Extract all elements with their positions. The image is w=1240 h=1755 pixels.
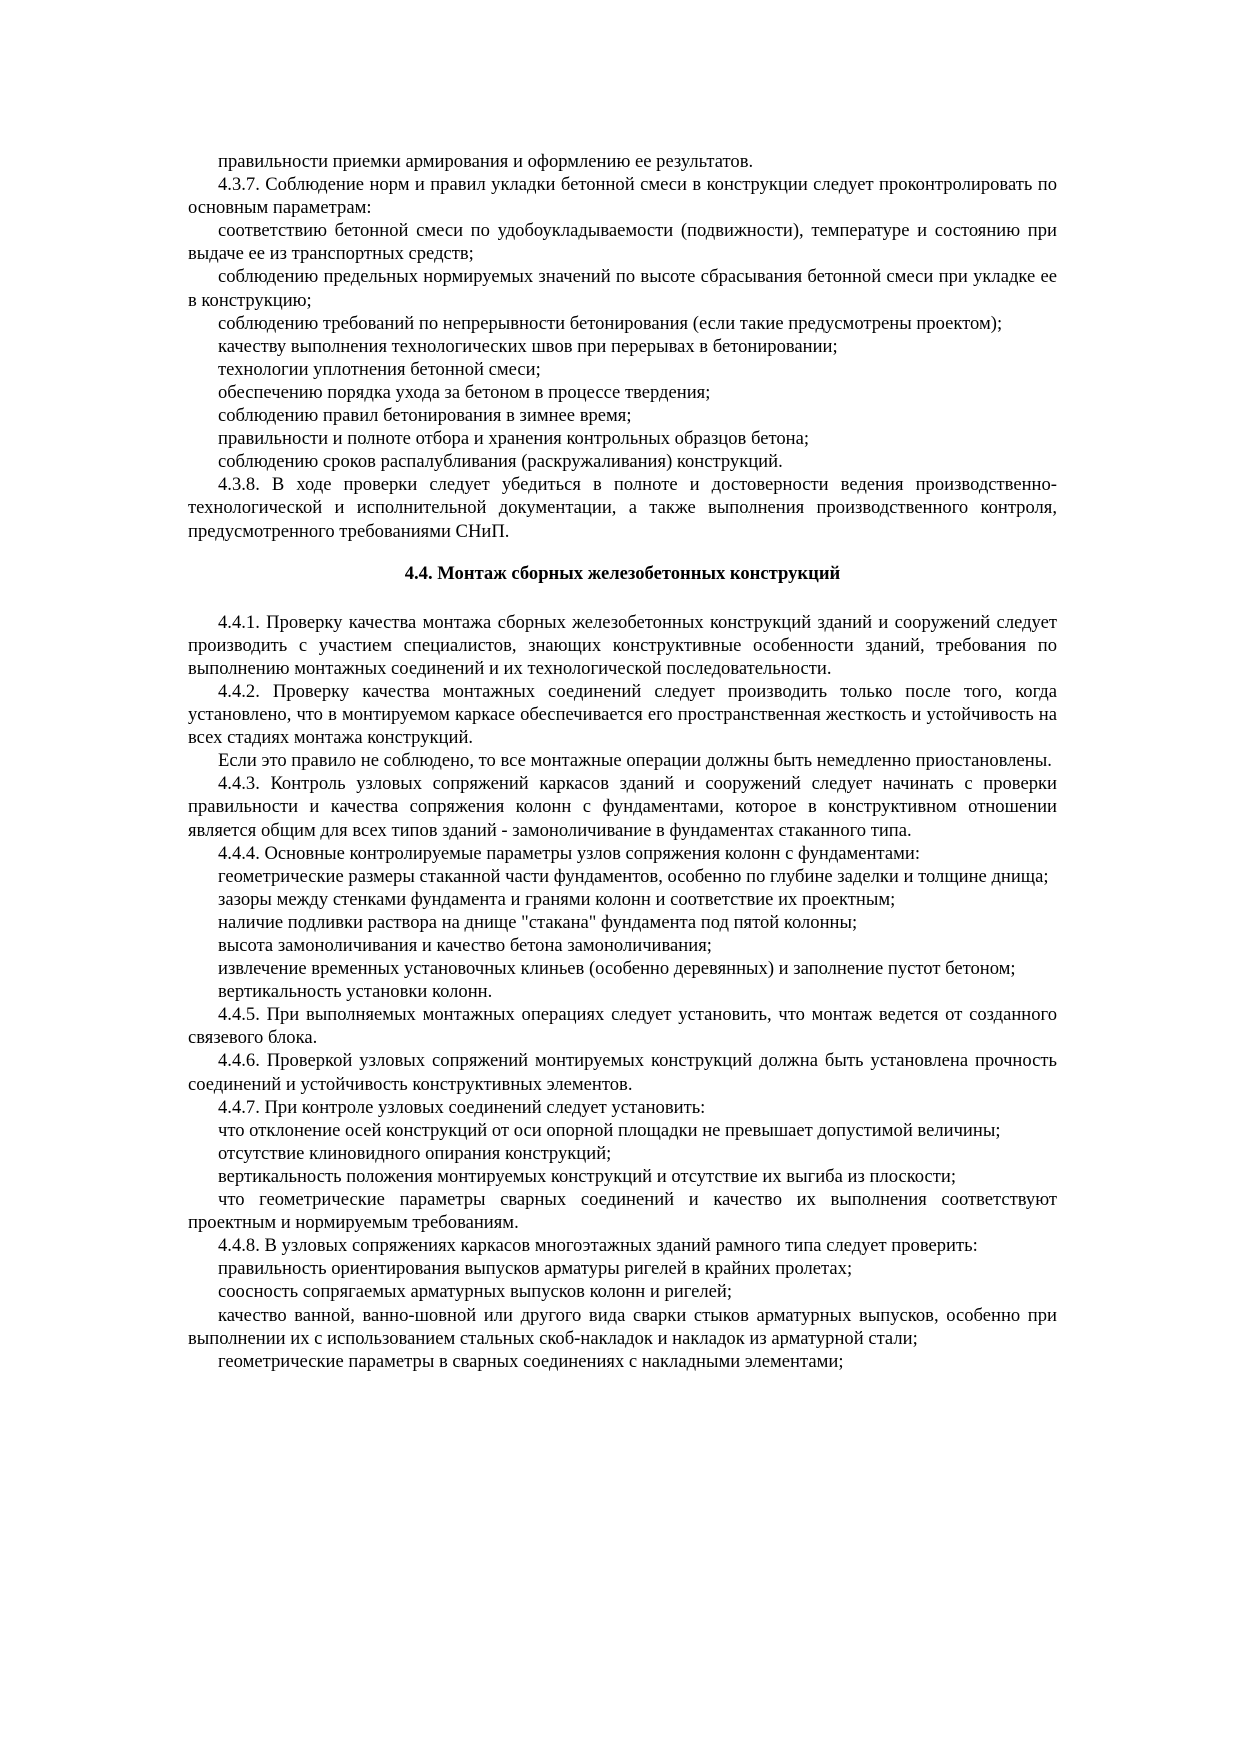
paragraph: 4.4.4. Основные контролируемые параметры узлов сопряжения колонн с фундаментами: bbox=[218, 842, 921, 864]
paragraph: 4.4.7. При контроле узловых соединений следует установить: bbox=[218, 1096, 706, 1118]
paragraph: соблюдению правил бетонирования в зимнее время; bbox=[218, 405, 632, 427]
paragraph: соосность сопрягаемых арматурных выпусков колонн и ригелей; bbox=[218, 1281, 732, 1303]
paragraph: 4.3.7. Соблюдение норм и правил укладки бетонной смеси в конструкции следует проконтролировать по основным параметрам: bbox=[188, 174, 1057, 219]
section-4-3-continuation bbox=[188, 150, 1057, 543]
paragraph: 4.3.8. В ходе проверки следует убедиться в полноте и достоверности ведения производственно-технологической и исполнительной документации, а также выполнения производственного контроля, предусмотренного требованиями СНиП. bbox=[188, 474, 1057, 542]
paragraph: наличие подливки раствора на днище "стакана" фундамента под пятой колонны; bbox=[218, 911, 858, 933]
paragraph: что отклонение осей конструкций от оси опорной площадки не превышает допустимой величины; bbox=[218, 1119, 1001, 1141]
paragraph: качество ванной, ванно-шовной или другого вида сварки стыков арматурных выпусков, особенно при выполнении их с использованием стальных скоб-накладок и накладок из арматурной стали; bbox=[188, 1304, 1057, 1349]
paragraph: зазоры между стенками фундамента и гранями колонн и соответствие их проектным; bbox=[218, 888, 896, 910]
section-4-4 bbox=[188, 611, 1057, 1373]
paragraph: 4.4.3. Контроль узловых сопряжений каркасов зданий и сооружений следует начинать с проверки правильности и качества сопряжения колонн с фундаментами, которое в конструктивном отношении является общим для всех типов зданий - замоноличивание в фундаментах стаканного типа. bbox=[188, 773, 1057, 841]
paragraph: соблюдению предельных нормируемых значений по высоте сбрасывания бетонной смеси при укладке ее в конструкцию; bbox=[188, 266, 1057, 311]
paragraph: качеству выполнения технологических швов при перерывах в бетонировании; bbox=[218, 335, 838, 357]
document-page bbox=[188, 150, 1057, 1373]
paragraph: что геометрические параметры сварных соединений и качество их выполнения соответствуют проектным и нормируемым требованиям. bbox=[188, 1189, 1057, 1234]
paragraph: вертикальность установки колонн. bbox=[218, 981, 493, 1003]
paragraph: технологии уплотнения бетонной смеси; bbox=[218, 358, 541, 380]
paragraph: правильность ориентирования выпусков арматуры ригелей в крайних пролетах; bbox=[218, 1258, 853, 1280]
paragraph: соблюдению требований по непрерывности бетонирования (если такие предусмотрены проектом); bbox=[218, 312, 1003, 334]
paragraph: соблюдению сроков распалубливания (раскружаливания) конструкций. bbox=[218, 451, 783, 473]
paragraph: правильности приемки армирования и оформлению ее результатов. bbox=[218, 151, 754, 172]
paragraph: 4.4.5. При выполняемых монтажных операциях следует установить, что монтаж ведется от созданного связевого блока. bbox=[188, 1004, 1057, 1049]
paragraph: 4.4.8. В узловых сопряжениях каркасов многоэтажных зданий рамного типа следует проверить: bbox=[218, 1235, 978, 1257]
paragraph: 4.4.1. Проверку качества монтажа сборных железобетонных конструкций зданий и сооружений следует производить с участием специалистов, знающих конструктивные особенности зданий, требования по выполнению монтажных соединений и их технологической последовательности. bbox=[188, 611, 1057, 679]
paragraph: геометрические размеры стаканной части фундаментов, особенно по глубине заделки и толщине днища; bbox=[218, 865, 1049, 887]
paragraph: правильности и полноте отбора и хранения контрольных образцов бетона; bbox=[218, 428, 809, 450]
section-heading: 4.4. Монтаж сборных железобетонных конструкций bbox=[404, 562, 841, 584]
paragraph: геометрические параметры в сварных соединениях с накладными элементами; bbox=[218, 1350, 844, 1372]
paragraph: отсутствие клиновидного опирания конструкций; bbox=[218, 1142, 612, 1164]
paragraph: вертикальность положения монтируемых конструкций и отсутствие их выгиба из плоскости; bbox=[218, 1165, 957, 1187]
paragraph: Если это правило не соблюдено, то все монтажные операции должны быть немедленно приостановлены. bbox=[218, 750, 1052, 772]
paragraph: высота замоноличивания и качество бетона замоноличивания; bbox=[218, 935, 712, 956]
paragraph: извлечение временных установочных клиньев (особенно деревянных) и заполнение пустот бетоном; bbox=[218, 958, 1016, 980]
paragraph: обеспечению порядка ухода за бетоном в процессе твердения; bbox=[218, 381, 711, 403]
paragraph: соответствию бетонной смеси по удобоукладываемости (подвижности), температуре и состоянию при выдаче ее из транспортных средств; bbox=[188, 220, 1057, 265]
paragraph: 4.4.6. Проверкой узловых сопряжений монтируемых конструкций должна быть установлена прочность соединений и устойчивость конструктивных элементов. bbox=[188, 1050, 1057, 1095]
paragraph: 4.4.2. Проверку качества монтажных соединений следует производить только после того, когда установлено, что в монтируемом каркасе обеспечивается его пространственная жесткость и устойчивость на всех стадиях монтажа конструкций. bbox=[188, 680, 1057, 749]
